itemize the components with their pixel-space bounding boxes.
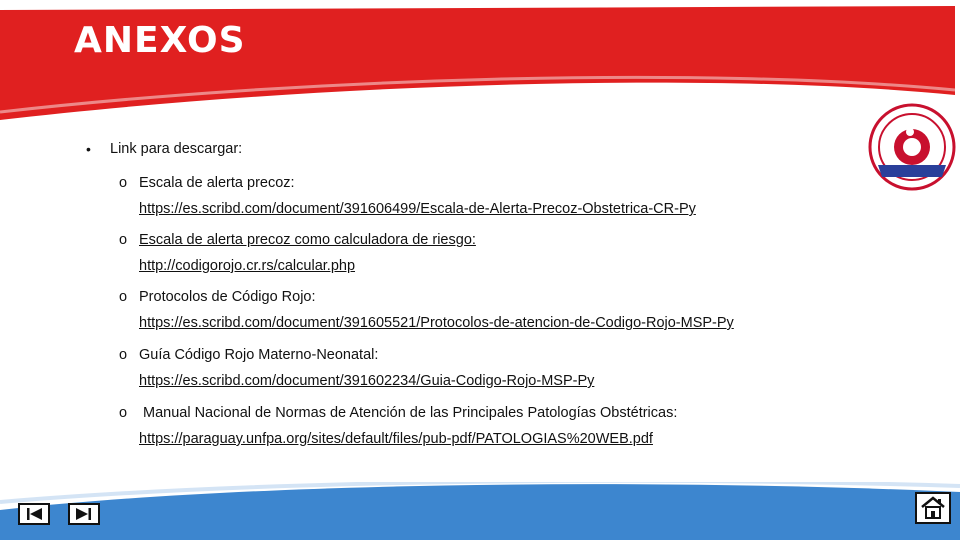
item-link[interactable]: https://paraguay.unfpa.org/sites/default/files/pub-pdf/PATOLOGIAS%20WEB.pdf — [139, 431, 653, 447]
item-link[interactable]: https://es.scribd.com/document/391606499/Escala-de-Alerta-Precoz-Obstetrica-CR-Py — [139, 201, 696, 217]
page-title: ANEXOS — [74, 20, 246, 61]
item-link[interactable]: https://es.scribd.com/document/391602234/Guia-Codigo-Rojo-MSP-Py — [139, 373, 595, 389]
first-slide-button[interactable] — [18, 503, 50, 525]
codigo-rojo-logo — [866, 103, 958, 191]
bullet-dot: • — [86, 141, 91, 157]
last-slide-button[interactable] — [68, 503, 100, 525]
sub-bullet: o — [119, 347, 128, 363]
list-item — [119, 289, 859, 331]
home-button[interactable] — [915, 492, 951, 524]
list-item — [119, 175, 859, 217]
sub-bullet: o — [119, 175, 128, 191]
footer-banner — [0, 482, 960, 540]
item-label[interactable]: Escala de alerta precoz como calculadora de riesgo: — [139, 232, 476, 248]
item-label: Manual Nacional de Normas de Atención de las Principales Patologías Obstétricas: — [143, 405, 678, 421]
last-slide-icon — [70, 505, 98, 523]
list-item — [119, 347, 859, 389]
header-banner — [0, 0, 960, 125]
item-label: Guía Código Rojo Materno-Neonatal: — [139, 347, 379, 363]
list-item — [119, 405, 859, 447]
list-item — [119, 232, 859, 274]
bullet-heading — [86, 141, 242, 157]
bullet-label: Link para descargar: — [110, 141, 243, 157]
sub-bullet: o — [119, 232, 128, 248]
sub-bullet: o — [119, 405, 128, 421]
sub-bullet: o — [119, 289, 128, 305]
home-icon — [917, 494, 949, 522]
item-link[interactable]: http://codigorojo.cr.rs/calcular.php — [139, 258, 356, 274]
item-link[interactable]: https://es.scribd.com/document/391605521/Protocolos-de-atencion-de-Codigo-Rojo-MSP-Py — [139, 315, 734, 331]
first-slide-icon — [20, 505, 48, 523]
item-label: Escala de alerta precoz: — [139, 175, 295, 191]
item-label: Protocolos de Código Rojo: — [139, 289, 316, 305]
